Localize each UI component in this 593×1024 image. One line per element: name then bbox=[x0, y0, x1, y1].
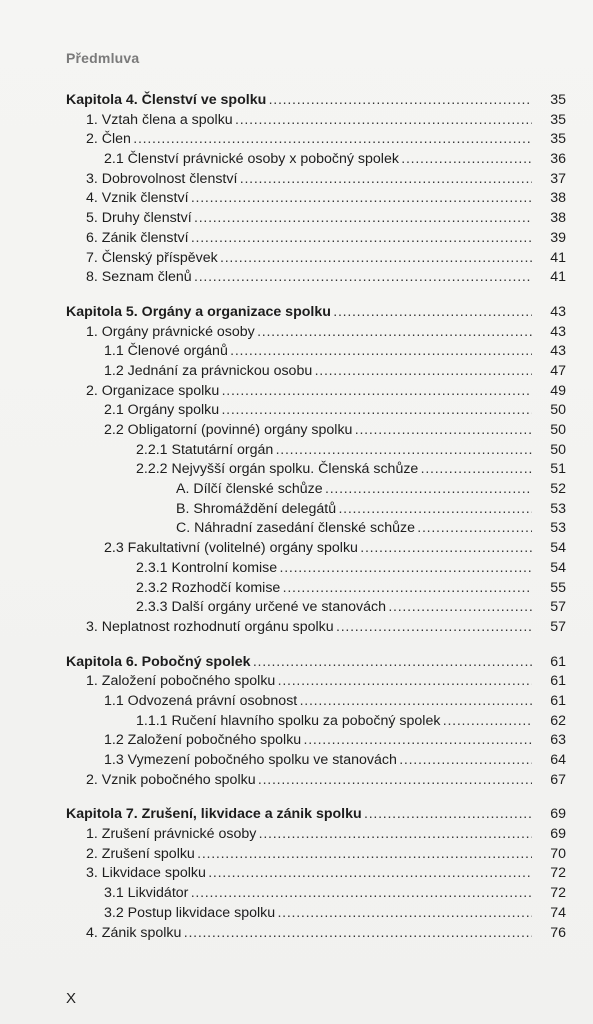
toc-page-number: 57 bbox=[550, 599, 566, 616]
toc-entry-row[interactable] bbox=[66, 500, 566, 520]
toc-entry-title: 3. Dobrovolnost členství . . . bbox=[66, 170, 532, 190]
toc-entry-row[interactable] bbox=[66, 150, 566, 170]
toc-page-number: 74 bbox=[550, 904, 566, 921]
toc-entry-row[interactable] bbox=[66, 460, 566, 480]
toc-entry-row[interactable] bbox=[66, 884, 566, 904]
toc-entry-title: 2.3.2 Rozhodčí komise . . . bbox=[66, 579, 532, 599]
toc-entry-row[interactable] bbox=[66, 559, 566, 579]
toc-entry-title: 5. Druhy členství . . . bbox=[66, 209, 532, 229]
toc-page-number: 72 bbox=[550, 885, 566, 902]
toc-entry-row[interactable] bbox=[66, 382, 566, 402]
toc-entry-row[interactable] bbox=[66, 421, 566, 441]
toc-page-number: 61 bbox=[550, 653, 566, 670]
toc-entry-title: 4. Vznik členství . . . bbox=[66, 189, 532, 209]
toc-entry-title: 1.1 Členové orgánů . . . bbox=[66, 342, 532, 362]
section-gap bbox=[66, 638, 566, 653]
toc-chapter-row[interactable] bbox=[66, 653, 566, 673]
toc-entry-title: A. Dílčí členské schůze . . . bbox=[66, 480, 532, 500]
toc-entry-title: 2.1 Členství právnické osoby x pobočný spolek . . . bbox=[66, 150, 532, 170]
toc-entry-row[interactable] bbox=[66, 401, 566, 421]
toc-page-number: 67 bbox=[550, 771, 566, 788]
toc-page-number: 35 bbox=[550, 92, 566, 108]
toc-page-number: 72 bbox=[550, 865, 566, 882]
toc-entry-row[interactable] bbox=[66, 712, 566, 732]
toc-entry-row[interactable] bbox=[66, 598, 566, 618]
toc-entry-title: 2.1 Orgány spolku . . . bbox=[66, 401, 532, 421]
toc-entry-row[interactable] bbox=[66, 268, 566, 288]
toc-page-number: 51 bbox=[550, 461, 566, 478]
running-header: Předmluva bbox=[66, 50, 140, 66]
toc-chapter-row[interactable] bbox=[66, 303, 566, 323]
toc-entry-title: 3. Neplatnost rozhodnutí orgánu spolku . . . bbox=[66, 618, 532, 638]
toc-page-number: 76 bbox=[550, 924, 566, 941]
toc-entry-title: 1.1 Odvozená právní osobnost . . . bbox=[66, 692, 532, 712]
toc-entry-title: 3. Likvidace spolku . . . bbox=[66, 864, 532, 884]
toc-entry-title: 1.2 Založení pobočného spolku . . . bbox=[66, 731, 532, 751]
toc-entry-row[interactable] bbox=[66, 539, 566, 559]
toc-entry-title: 2.2 Obligatorní (povinné) orgány spolku . . . bbox=[66, 421, 532, 441]
toc-entry-title: 1.3 Vymezení pobočného spolku ve stanovách . . . bbox=[66, 751, 532, 771]
toc-page-number: 53 bbox=[550, 520, 566, 537]
toc-page-number: 47 bbox=[550, 362, 566, 379]
toc-entry-title: Kapitola 7. Zrušení, likvidace a zánik spolku . . . bbox=[66, 805, 532, 825]
toc-page-number: 37 bbox=[550, 170, 566, 187]
toc-entry-title: 1. Založení pobočného spolku . . . bbox=[66, 672, 532, 692]
toc-entry-title: 2. Vznik pobočného spolku . . . bbox=[66, 771, 532, 791]
toc-entry-row[interactable] bbox=[66, 579, 566, 599]
toc-entry-title: 2.3.3 Další orgány určené ve stanovách . . . bbox=[66, 598, 532, 618]
toc-page-number: 35 bbox=[550, 111, 566, 128]
toc-entry-title: 2.3.1 Kontrolní komise . . . bbox=[66, 559, 532, 579]
toc-entry-row[interactable] bbox=[66, 845, 566, 865]
toc-entry-row[interactable] bbox=[66, 692, 566, 712]
toc-entry-row[interactable] bbox=[66, 170, 566, 190]
page-number: X bbox=[66, 990, 77, 1007]
toc-entry-row[interactable] bbox=[66, 904, 566, 924]
toc-page-number: 69 bbox=[550, 826, 566, 843]
toc-entry-title: 2. Organizace spolku . . . bbox=[66, 382, 532, 402]
toc-chapter-row[interactable] bbox=[66, 805, 566, 825]
toc-entry-title: 1. Orgány právnické osoby . . . bbox=[66, 323, 532, 343]
toc-entry-row[interactable] bbox=[66, 111, 566, 131]
toc-entry-row[interactable] bbox=[66, 864, 566, 884]
toc-page-number: 43 bbox=[550, 323, 566, 340]
toc-entry-row[interactable] bbox=[66, 924, 566, 944]
toc-entry-title: 2. Člen . . . bbox=[66, 130, 532, 150]
toc-entry-row[interactable] bbox=[66, 209, 566, 229]
toc-page-number: 52 bbox=[550, 481, 566, 498]
toc-page-number: 35 bbox=[550, 131, 566, 148]
toc-entry-row[interactable] bbox=[66, 249, 566, 269]
toc-entry-title: 4. Zánik spolku . . . bbox=[66, 924, 532, 944]
toc-page-number: 50 bbox=[550, 441, 566, 458]
toc-entry-title: 7. Členský příspěvek . . . bbox=[66, 249, 532, 269]
toc-entry-title: 1.1.1 Ručení hlavního spolku za pobočný spolek . . . bbox=[66, 712, 532, 732]
toc-entry-title: C. Náhradní zasedání členské schůze . . . bbox=[66, 519, 532, 539]
toc-entry-title: 1.2 Jednání za právnickou osobu . . . bbox=[66, 362, 532, 382]
toc-page-number: 62 bbox=[550, 712, 566, 729]
toc-entry-row[interactable] bbox=[66, 229, 566, 249]
toc-entry-title: 3.2 Postup likvidace spolku . . . bbox=[66, 904, 532, 924]
toc-page-number: 61 bbox=[550, 692, 566, 709]
toc-page-number: 38 bbox=[550, 210, 566, 227]
toc-page-number: 50 bbox=[550, 422, 566, 438]
toc-entry-row[interactable] bbox=[66, 825, 566, 845]
toc-entry-title: B. Shromáždění delegátů . . . bbox=[66, 500, 532, 520]
toc-entry-title: 6. Zánik členství . . . bbox=[66, 229, 532, 249]
toc-entry-title: Kapitola 6. Pobočný spolek . . . bbox=[66, 653, 532, 673]
table-of-contents bbox=[66, 91, 566, 943]
toc-page-number: 41 bbox=[550, 249, 566, 266]
toc-entry-row[interactable] bbox=[66, 441, 566, 461]
toc-entry-title: 2.3 Fakultativní (volitelné) orgány spolku . . . bbox=[66, 539, 532, 559]
toc-page-number: 43 bbox=[550, 303, 566, 320]
toc-page-number: 70 bbox=[550, 845, 566, 862]
toc-entry-row[interactable] bbox=[66, 771, 566, 791]
toc-entry-row[interactable] bbox=[66, 519, 566, 539]
toc-page-number: 61 bbox=[550, 673, 566, 690]
toc-page-number: 55 bbox=[550, 579, 566, 596]
toc-entry-title: 1. Zrušení právnické osoby . . . bbox=[66, 825, 532, 845]
toc-entry-row[interactable] bbox=[66, 480, 566, 500]
toc-page-number: 54 bbox=[550, 559, 566, 576]
toc-page-number: 49 bbox=[550, 382, 566, 399]
toc-page-number: 69 bbox=[550, 806, 566, 823]
toc-entry-title: 2.2.2 Nejvyšší orgán spolku. Členská schůze . . . bbox=[66, 460, 532, 480]
toc-entry-row[interactable] bbox=[66, 751, 566, 771]
toc-entry-title: Kapitola 5. Orgány a organizace spolku . . . bbox=[66, 303, 532, 323]
toc-entry-row[interactable] bbox=[66, 672, 566, 692]
toc-page-number: 41 bbox=[550, 269, 566, 286]
toc-entry-row[interactable] bbox=[66, 731, 566, 751]
toc-page-number: 53 bbox=[550, 500, 566, 517]
toc-page-number: 54 bbox=[550, 540, 566, 557]
toc-page-number: 38 bbox=[550, 190, 566, 207]
toc-entry-title: 2. Zrušení spolku . . . bbox=[66, 845, 532, 865]
toc-page-number: 64 bbox=[550, 752, 566, 768]
toc-entry-title: Kapitola 4. Členství ve spolku . . . bbox=[66, 91, 532, 111]
toc-page-number: 50 bbox=[550, 402, 566, 419]
toc-chapter-row[interactable] bbox=[66, 91, 566, 111]
toc-entry-title: 8. Seznam členů . . . bbox=[66, 268, 532, 288]
section-gap bbox=[66, 288, 566, 303]
toc-entry-title: 2.2.1 Statutární orgán . . . bbox=[66, 441, 532, 461]
section-gap bbox=[66, 790, 566, 805]
toc-entry-row[interactable] bbox=[66, 189, 566, 209]
toc-page-number: 63 bbox=[550, 732, 566, 749]
toc-entry-row[interactable] bbox=[66, 130, 566, 150]
toc-page-number: 57 bbox=[550, 618, 566, 635]
toc-entry-row[interactable] bbox=[66, 362, 566, 382]
toc-entry-title: 3.1 Likvidátor . . . bbox=[66, 884, 532, 904]
toc-entry-row[interactable] bbox=[66, 342, 566, 362]
toc-entry-row[interactable] bbox=[66, 618, 566, 638]
toc-page-number: 43 bbox=[550, 343, 566, 360]
toc-entry-title: 1. Vztah člena a spolku . . . bbox=[66, 111, 532, 131]
toc-page-number: 39 bbox=[550, 229, 566, 246]
toc-entry-row[interactable] bbox=[66, 323, 566, 343]
toc-page-number: 36 bbox=[550, 151, 566, 168]
